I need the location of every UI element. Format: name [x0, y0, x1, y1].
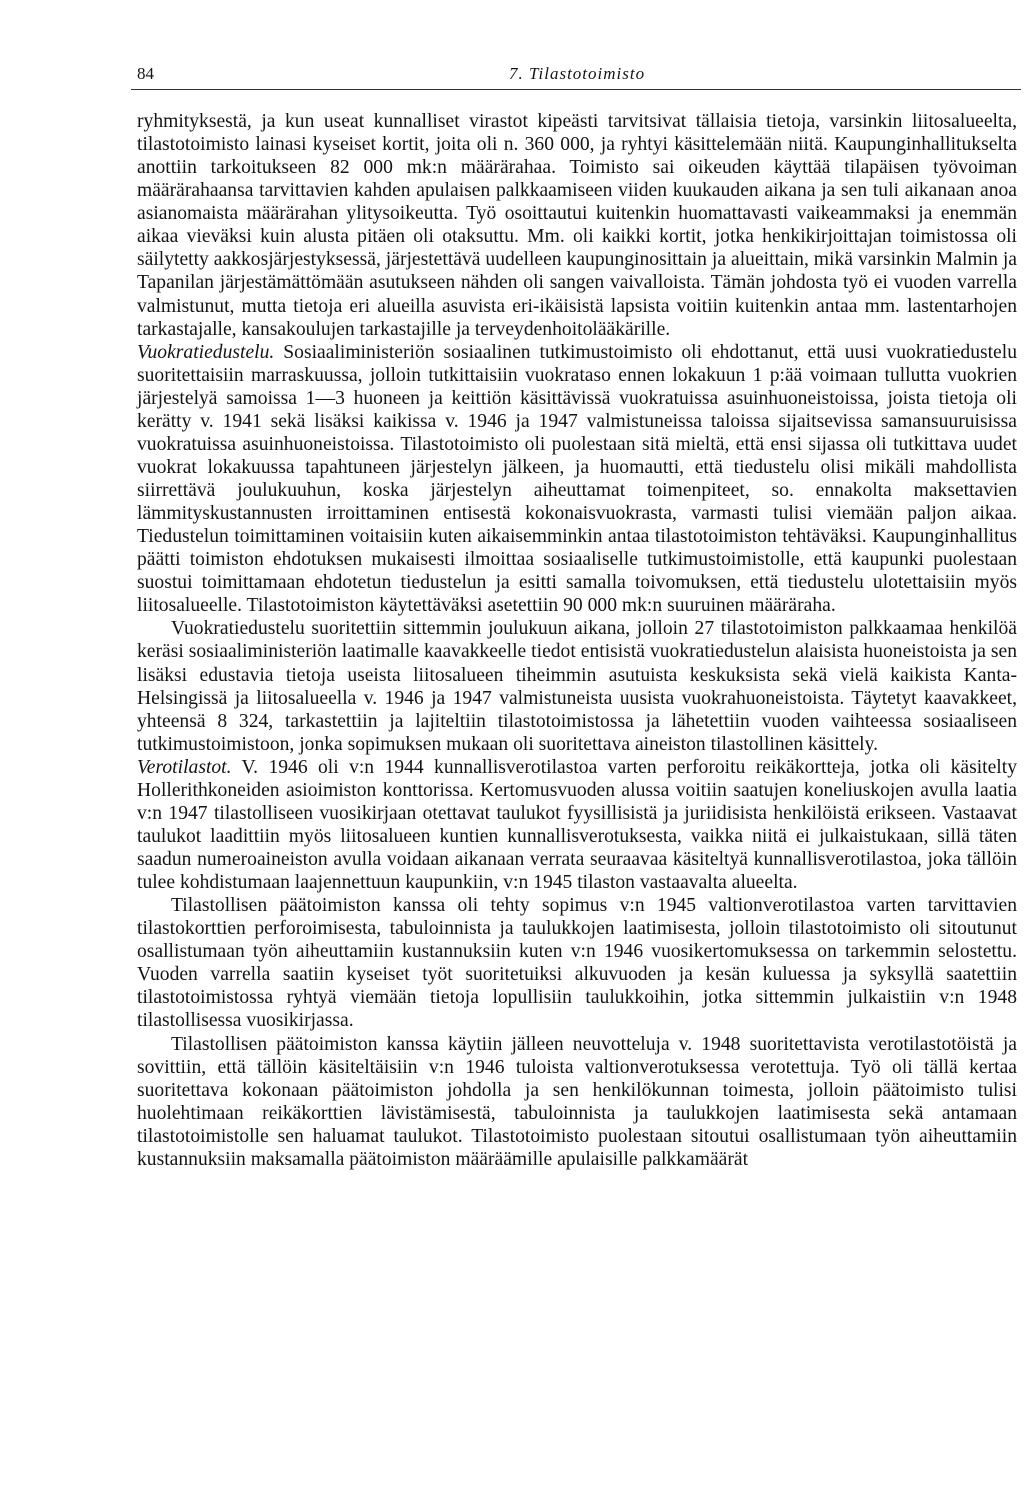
- page-number: 84: [137, 64, 154, 83]
- paragraph-vuokratiedustelu: [137, 341, 1017, 618]
- paragraph-text: Tilastollisen päätoimiston kanssa oli tehty sopimus v:n 1945 valtionverotilastoa varten tarvittavien tilastokorttien perforoimisesta, tabuloinnista ja taulukkojen laatimisesta, jolloin tilastotoimisto oli sitoutunut osallistumaan työn aiheuttamiin kustannuksiin kuten v:n 1946 vuosikertomuksessa on tarkemmin selostettu. Vuoden varrella saatiin kyseiset työt suoritetuiksi alkuvuoden ja kesän kuluessa ja syksyllä saatettiin tilastotoimistossa ryhtyä viemään tietoja lopullisiin taulukkoihin, jotka sittemmin julkaistiin v:n 1948 tilastollisessa vuosikirjassa.: [137, 895, 1017, 1032]
- page-header: [131, 60, 1021, 90]
- header-rule: [131, 89, 1021, 90]
- paragraph-text: Tilastollisen päätoimiston kanssa käytiin jälleen neuvotteluja v. 1948 suoritettavista verotilastotöistä ja sovittiin, että tällöin käsiteltäisiin v:n 1946 tuloista valtionverotuksessa verotettuja. Työ oli tällä kertaa suoritettava kokonaan päätoimiston johdolla ja sen henkilökunnan toimesta, jolloin päätoimisto tulisi huolehtimaan reikäkorttien lävistämisestä, tabuloinnista ja taulukkojen laatimisesta sekä antamaan tilastotoimistolle sen haluamat taulukot. Tilastotoimisto puolestaan sitoutui osallistumaan työn aiheuttamiin kustannuksiin maksamalla päätoimiston määräämille apulaisille palkkamäärät: [137, 1033, 1017, 1170]
- paragraph: [137, 110, 1017, 341]
- paragraph: [137, 894, 1017, 1032]
- paragraph: [137, 1033, 1017, 1171]
- run-in-heading: Vuokratiedustelu.: [137, 341, 275, 363]
- paragraph-text: ryhmityksestä, ja kun useat kunnalliset virastot kipeästi tarvitsivat tällaisia tietoja, varsinkin liitosalueelta, tilastotoimisto lainasi kyseiset kortit, joita oli n. 360 000, ja ryhtyi käsittelemään niitä. Kaupunginhallitukselta anottiin tarkoitukseen 82 000 mk:n määrärahaa. Toimisto sai oikeuden käyttää tilapäisen työvoiman määrärahaansa tarvittavien kahden apulaisen palkkaamiseen viiden kuukauden aikana ja sen tuli aikanaan anoa asianomaista määrärahan ylitysoikeutta. Työ osoittautui kuitenkin huomattavasti vaikeammaksi ja enemmän aikaa vieväksi kuin alusta pitäen oli otaksuttu. Mm. oli kaikki kortit, jotka henkikirjoittajan toimistossa oli säilytetty aakkosjärjestyksessä, järjestettävä uudelleen kaupunginosittain ja alueittain, mikä varsinkin Malmin ja Tapanilan järjestämättömään asutukseen nähden oli sangen vaivalloista. Tämän johdosta työ ei vuoden varrella valmistunut, mutta tietoja eri alueilla asuvista eri-ikäisistä lapsista voitiin kuitenkin antaa mm. lastentarhojen tarkastajalle, kansakoulujen tarkastajille ja terveydenhoitolääkärille.: [137, 111, 1017, 340]
- run-in-heading: Verotilastot.: [137, 756, 232, 778]
- body-text: [137, 110, 1017, 1171]
- paragraph-text: Sosiaaliministeriön sosiaalinen tutkimustoimisto oli ehdottanut, että uusi vuokratiedustelu suoritettaisiin marraskuussa, jolloin tutkittaisiin vuokrataso ennen lokakuun 1 p:ää voimaan tullutta vuokrien järjestelyä samoissa 1—3 huoneen ja keittiön käsittävissä vuokratuissa asuinhuoneistoissa, joista tietoja oli kerätty v. 1941 sekä lisäksi kaikissa v. 1946 ja 1947 valmistuneissa taloissa sijaitsevissa samansuuruisissa vuokratuissa asuinhuoneistoissa. Tilastotoimisto oli puolestaan sitä mieltä, että ensi sijassa oli tutkittava uudet vuokrat lokakuussa tapahtuneen järjestelyn jälkeen, ja huomautti, että tiedustelu olisi mikäli mahdollista siirrettävä joulukuuhun, koska järjestelyn aiheuttamat toimenpiteet, so. ennakolta maksettavien lämmityskustannusten irroittaminen entisestä kokonaisvuokrasta, varmasti tulisi viemään paljon aikaa. Tiedustelun toimittaminen voitaisiin kuten aikaisemminkin antaa tilastotoimiston tehtäväksi. Kaupunginhallitus päätti toimiston ehdotuksen mukaisesti ilmoittaa sosiaaliselle tutkimustoimistolle, että kaupunki puolestaan suostui toimittamaan ehdotetun tiedustelun ja esitti samalla toivomuksen, että tiedustelu ulotettaisiin myös liitosalueelle. Tilastotoimiston käytettäväksi asetettiin 90 000 mk:n suuruinen määräraha.: [137, 341, 1017, 617]
- running-head: 7. Tilastotoimisto: [509, 64, 646, 83]
- paragraph: [137, 617, 1017, 755]
- paragraph-text: V. 1946 oli v:n 1944 kunnallisverotilastoa varten perforoitu reikäkortteja, jotka oli käsitelty Hollerithkoneiden asioimiston konttorissa. Kertomusvuoden alussa voitiin saatujen koneliuskojen avulla laatia v:n 1947 tilastolliseen vuosikirjaan otettavat taulukot fyysillisistä ja juriidisista henkilöistä erikseen. Vastaavat taulukot laadittiin myös liitosalueen kuntien kunnallisverotuksesta, vaikka niitä ei julkaistukaan, sillä täten saadun numeroaineiston avulla voidaan aikanaan verrata seuraavaa käsiteltyä kunnallisverotilastoa, joka tällöin tulee kohdistumaan laajennettuun kaupunkiin, v:n 1945 tilaston vastaavalta alueelta.: [137, 756, 1017, 894]
- paragraph-text: Vuokratiedustelu suoritettiin sittemmin joulukuun aikana, jolloin 27 tilastotoimiston palkkaamaa henkilöä keräsi sosiaaliministeriön laatimalle kaavakkeelle tiedot entisistä vuokratiedustelun alaisista huoneistoista ja sen lisäksi edustavia tietoja useista liitosalueen tiheimmin asutuista keskuksista sekä vielä kaikista Kanta-Helsingissä ja liitosalueella v. 1946 ja 1947 valmistuneista uusista vuokrahuoneistoista. Täytetyt kaavakkeet, yhteensä 8 324, tarkastettiin ja lajiteltiin tilastotoimistossa ja lähetettiin vuoden vaihteessa sosiaaliseen tutkimustoimistoon, jonka sopimuksen mukaan oli suoritettava aineiston tilastollinen käsittely.: [137, 618, 1017, 755]
- paragraph-verotilastot: [137, 756, 1017, 894]
